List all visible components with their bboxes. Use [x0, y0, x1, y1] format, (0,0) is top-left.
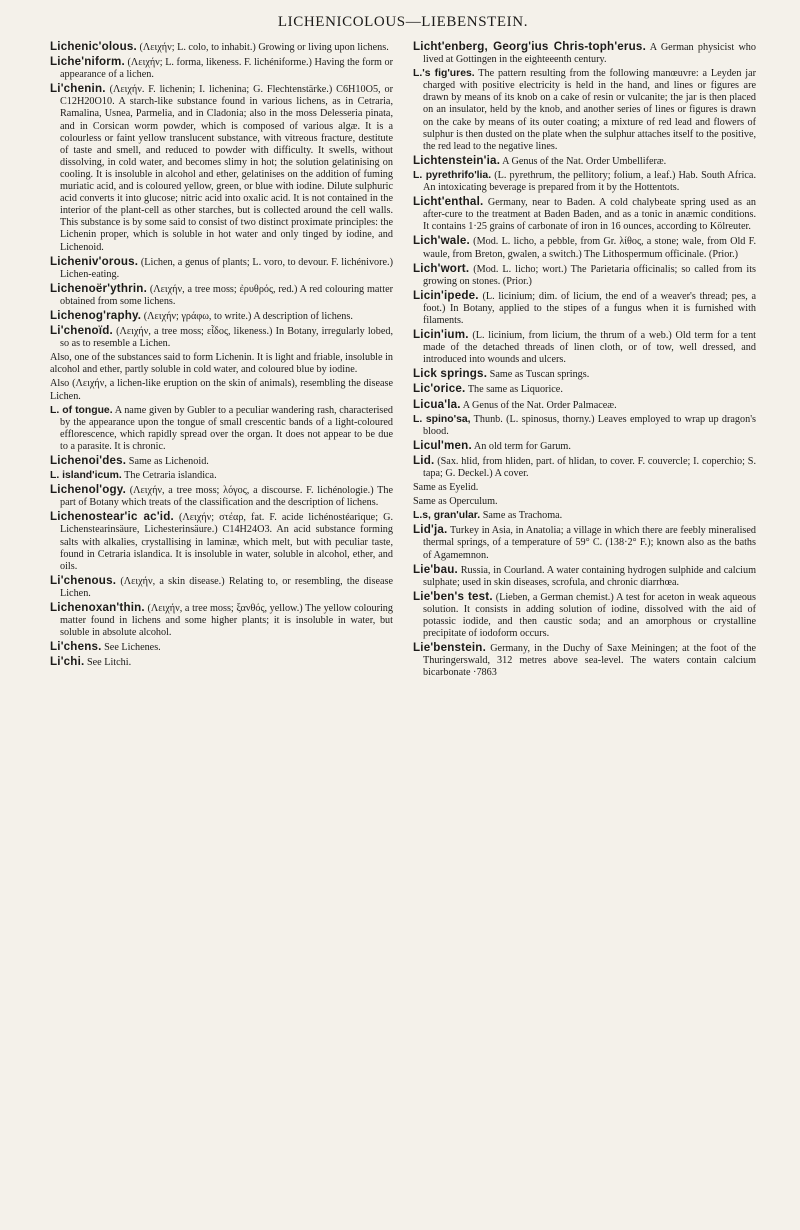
dictionary-entry — [413, 196, 756, 233]
entry-definition: (Λειχήν, a tree moss; εἶδος, likeness.) In Botany, irregularly lobed, so as to resemble a Lichen. — [60, 326, 393, 350]
dictionary-entry — [50, 470, 393, 482]
left-column — [50, 41, 393, 682]
entry-definition: (Lichen, a genus of plants; L. voro, to devour. F. lichénivore.) Lichen-eating. — [60, 256, 393, 280]
entry-subheadword: L. island'icum. — [50, 470, 122, 482]
entry-definition: (Λειχήν. F. lichenin; I. lichenina; G. Flechtenstärke.) C6H10O5, or C12H20O10. A starch-like substance found in various lichens, as in Cetraria, Ramalina, Usnea, Parmelia, and in Cladonia; also in the moss Delesseria pinata, and in Corsican worm powder, which is composed of various algæ. It is a colourless or faint yellow translucent substance, with vitreous fracture, destitute of taste and smell, and reduced to powder with difficulty. It swells, without dissolving, in cold water, and becomes slimy in hot; the solution gelatinising on cooling. It is insoluble in alcohol and ether, gelatinises on the addition of fuming muriatic acid, and is coloured yellow, green, or blue with iodine. Dilute sulphuric acid converts it into glucose; nitric acid into oxalic acid. It is not contained in the interior of the plant-cell as other starches, but is collected around the cell walls. This substance is by some said to consist of two distinct proximate principles: the Lichenin proper, which is soluble in hot water and only tinged by iodine, and Lichenoid. — [60, 84, 393, 253]
entry-headword: Lick springs. — [413, 367, 488, 381]
dictionary-entry — [413, 329, 756, 366]
entry-definition: (Mod. L. licho, a pebble, from Gr. λίθος, a stone; wale, from Old F. waule, from Breton, gwalen, a switch.) The Lithospermum officinale. (Prior.) — [423, 236, 756, 260]
entry-headword: Li'chens. — [50, 640, 102, 654]
dictionary-entry — [413, 383, 756, 396]
dictionary-entry — [413, 524, 756, 561]
entry-definition: Russia, in Courland. A water containing hydrogen sulphide and calcium sulphate; used in skin diseases, scrofula, and chronic diarrhœa. — [423, 564, 756, 588]
dictionary-entry — [413, 41, 756, 66]
dictionary-entry — [413, 368, 756, 381]
dictionary-entry — [413, 290, 756, 327]
dictionary-entry — [50, 256, 393, 281]
entry-headword: Li'chenin. — [50, 82, 106, 96]
columns — [50, 41, 756, 682]
entry-headword: Licht'enthal. — [413, 195, 484, 209]
entry-definition: The pattern resulting from the following manœuvre: a Leyden jar charged with positive electricity is held in the hand, and lines or figures are drawn by means of its knob on a cake of resin or vulcanite; the jar is then placed on an insulator, held by the knob, and another series of lines or figures is drawn on the cake by means of its outer coating; a mixture of red lead and flowers of sulphur is then dusted on the plate when the sulphur attaches itself to the positive, the red lead to the negative lines. — [423, 68, 757, 152]
dictionary-entry — [413, 455, 756, 480]
entry-definition: (Λειχήν; στέαρ, fat. F. acide lichénostéarique; G. Lichenstearinsäure, Lichesterinsäure.) C14H24O3. An acid substance forming salts with alkalies, crystallising in laminæ, which melt, but with peculiar taste, found in Cetraria islandica. It is insoluble in water, soluble in alcohol, ether, and oils. — [60, 512, 393, 572]
dictionary-entry — [413, 642, 756, 679]
entry-headword: Lie'benstein. — [413, 641, 487, 655]
entry-definition: Thunb. (L. spinosus, thorny.) Leaves employed to wrap up dragon's blood. — [423, 413, 756, 437]
entry-headword: Lich'wale. — [413, 234, 470, 248]
entry-headword: Lichenostear'ic ac'id. — [50, 510, 174, 524]
entry-definition: (Λειχήν, a skin disease.) Relating to, or resembling, the disease Lichen. — [60, 575, 393, 599]
dictionary-entry — [413, 564, 756, 589]
entry-definition: (Lieben, a German chemist.) A test for aceton in weak aqueous solution. It consists in adding solution of iodine, dissolved with the aid of potassic iodide, and then caustic soda; and an amorphous or crystalline precipitate of iodoform occurs. — [423, 591, 756, 640]
entry-headword: Lie'ben's test. — [413, 589, 493, 603]
entry-definition: (L. licinium; dim. of licium, the end of a weaver's thread; pes, a foot.) In Botany, applied to the stipes of a fungus when it is furnished with filaments. — [423, 290, 756, 326]
entry-headword: Licheniv'orous. — [50, 254, 139, 268]
dictionary-entry — [50, 325, 393, 350]
entry-headword: Licin'ipede. — [413, 288, 479, 302]
entry-definition: (Λειχήν, a tree moss; ξανθός, yellow.) The yellow colouring matter found in lichens and some higher plants; it is insoluble in water, but soluble in absolute alcohol. — [60, 603, 393, 639]
dictionary-entry — [413, 591, 756, 640]
dictionary-entry — [50, 511, 393, 572]
entry-headword: Licul'men. — [413, 438, 472, 452]
entry-headword: Lichtenstein'ia. — [413, 153, 501, 167]
entry-headword: Lichenol'ogy. — [50, 483, 126, 497]
entry-definition: An old term for Garum. — [471, 440, 571, 452]
entry-definition: Germany, near to Baden. A cold chalybeate spring used as an after-cure to the treatment at Baden Baden, and as a tonic in anæmic conditions. It contains 1·25 grains of carbonate of iron in 16 ounces, according to Kölreuter. — [423, 197, 756, 233]
entry-definition: A Genus of the Nat. Order Umbelliferæ. — [500, 155, 667, 167]
entry-definition: (Sax. hlid, from hliden, part. of hlidan, to cover. F. couvercle; I. coperchio; S. tapa; G. Deckel.) A cover. — [423, 455, 756, 479]
dictionary-entry — [413, 414, 756, 438]
dictionary-entry — [50, 641, 393, 654]
entry-definition: (Λειχήν; L. forma, likeness. F. lichéniforme.) Having the form or appearance of a lichen. — [60, 57, 393, 81]
entry-definition: Same as Operculum. — [413, 496, 498, 508]
dictionary-entry — [413, 263, 756, 288]
entry-definition: Same as Tuscan springs. — [487, 369, 590, 381]
entry-headword: Lie'bau. — [413, 562, 458, 576]
entry-headword: Licht'enberg, Georg'ius Chris-toph'erus. — [413, 40, 646, 53]
entry-headword: Lichenoi'des. — [50, 454, 127, 467]
entry-definition: (Λειχήν, a tree moss; ἐρυθρός, red.) A red colouring matter obtained from some lichens. — [60, 283, 393, 307]
entry-definition: The same as Liquorice. — [465, 384, 563, 396]
entry-definition: Same as Eyelid. — [413, 482, 479, 494]
entry-headword: Lichenog'raphy. — [50, 308, 142, 322]
dictionary-entry — [50, 83, 393, 253]
entry-definition: Turkey in Asia, in Anatolia; a village in which there are feebly mineralised thermal springs, of a temperature of 59° C. (138·2° F.); known also as the baths of Agamemnon. — [423, 525, 756, 561]
entry-definition: (L. pyrethrum, the pellitory; folium, a leaf.) Hab. South Africa. An intoxicating beverage is prepared from it by the Hottentots. — [423, 169, 756, 194]
dictionary-entry — [50, 352, 393, 376]
entry-definition: (Λειχήν; γράφω, to write.) A description of lichens. — [141, 310, 353, 322]
entry-subheadword: L. spino'sa, — [413, 413, 471, 425]
entry-subheadword: L.s, gran'ular. — [413, 510, 481, 522]
entry-headword: Lid'ja. — [413, 523, 448, 537]
dictionary-entry — [50, 405, 393, 453]
entry-headword: Lichenoër'ythrin. — [50, 281, 147, 295]
running-head: LICHENICOLOUS—LIEBENSTEIN. — [277, 14, 529, 30]
entry-definition: The Cetraria islandica. — [121, 470, 217, 482]
entry-headword: Li'chi. — [50, 655, 85, 669]
dictionary-entry — [413, 170, 756, 194]
dictionary-entry — [413, 510, 756, 522]
entry-definition: Same as Trachoma. — [480, 510, 563, 522]
dictionary-entry — [413, 235, 756, 260]
entry-definition: A German physicist who lived at Gottingen in the eighteeenth century. — [423, 42, 756, 66]
entry-headword: Lichenic'olous. — [50, 40, 137, 53]
dictionary-entry — [413, 399, 756, 412]
entry-definition: Germany, in the Duchy of Saxe Meiningen; at the foot of the Thuringerswald, 312 metres above sea-level. The waters contain calcium bicarbonate ·7863 — [423, 643, 756, 679]
entry-definition: A Genus of the Nat. Order Palmaceæ. — [460, 399, 617, 411]
entry-headword: Lid. — [413, 453, 435, 467]
entry-definition: Also, one of the substances said to form Lichenin. It is light and friable, insoluble in alcohol and ether, partly soluble in cold water, and coloured blue by iodine. — [50, 352, 393, 376]
entry-definition: See Lichenes. — [101, 642, 161, 654]
dictionary-entry — [50, 41, 393, 54]
entry-headword: Liche'niform. — [50, 55, 125, 69]
dictionary-entry — [413, 440, 756, 453]
right-column — [413, 41, 756, 682]
entry-headword: Li'chenous. — [50, 573, 117, 587]
dictionary-entry — [50, 56, 393, 81]
dictionary-entry — [50, 484, 393, 509]
dictionary-entry — [413, 68, 756, 153]
entry-headword: Lich'wort. — [413, 261, 470, 275]
dictionary-entry — [50, 575, 393, 600]
entry-headword: Lic'orice. — [413, 382, 466, 396]
dictionary-entry — [50, 378, 393, 402]
dictionary-entry — [50, 455, 393, 468]
entry-subheadword: L.'s fig'ures. — [413, 68, 475, 80]
dictionary-entry — [413, 482, 756, 494]
entry-headword: Lichenoxan'thin. — [50, 601, 145, 615]
dictionary-entry — [50, 283, 393, 308]
dictionary-entry — [50, 656, 393, 669]
entry-headword: Li'chenoïd. — [50, 324, 113, 338]
entry-definition: See Litchi. — [84, 657, 132, 669]
entry-subheadword: L. of tongue. — [50, 404, 113, 416]
entry-definition: A name given by Gubler to a peculiar wandering rash, characterised by the appearance upon the tongue of small crescentic bands of a light-coloured efflorescence, which rapidly spread over the organ. It does not appear to be due to a parasite. It is chronic. — [60, 404, 393, 452]
entry-definition: Also (Λειχήν, a lichen-like eruption on the skin of animals), resembling the disease Lichen. — [50, 378, 393, 402]
entry-definition: (Λειχήν, a tree moss; λόγος, a discourse. F. lichénologie.) The part of Botany which treats of the classification and the description of lichens. — [60, 485, 393, 509]
dictionary-entry — [413, 155, 756, 168]
entry-definition: (L. licinium, from licium, the thrum of a web.) Old term for a tent made of the detached threads of linen cloth, or of tow, well dressed, and introduced into wounds and ulcers. — [423, 330, 756, 366]
dictionary-entry — [413, 496, 756, 508]
dictionary-entry — [50, 602, 393, 639]
entry-definition: (Λειχήν; L. colo, to inhabit.) Growing or living upon lichens. — [136, 42, 389, 53]
entry-headword: Licua'la. — [413, 397, 461, 411]
entry-subheadword: L. pyrethrifo'lia. — [413, 169, 492, 181]
entry-definition: (Mod. L. licho; wort.) The Parietaria officinalis; so called from its growing on stones. (Prior.) — [423, 263, 756, 287]
dictionary-entry — [50, 310, 393, 323]
entry-definition: Same as Lichenoid. — [126, 456, 209, 467]
entry-headword: Licin'ium. — [413, 328, 469, 342]
